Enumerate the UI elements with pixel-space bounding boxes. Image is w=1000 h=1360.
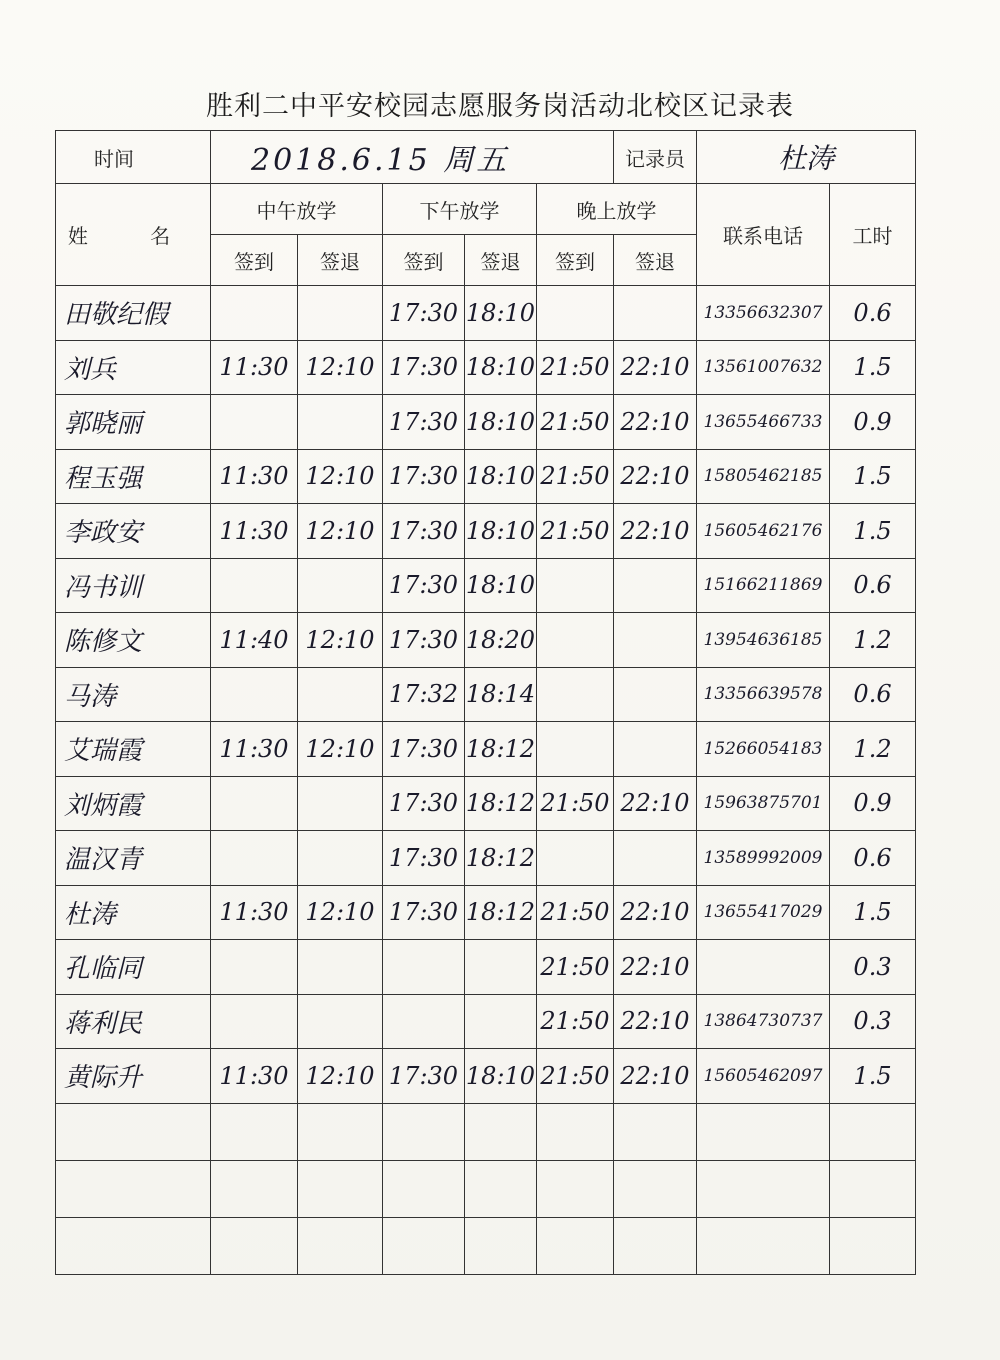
volunteer-name: 孔临同: [56, 940, 211, 995]
work-hours: 1.2: [830, 613, 916, 668]
noon-checkin-time: [211, 667, 298, 722]
noon-checkin-time: [211, 776, 298, 831]
noon-checkin-time: [211, 558, 298, 613]
evening-checkin-time: 21:50: [537, 395, 614, 450]
volunteer-name: 冯书训: [56, 558, 211, 613]
noon-checkin-time: [211, 940, 298, 995]
empty-cell: [56, 1217, 211, 1274]
volunteer-name: 艾瑞霞: [56, 722, 211, 777]
noon-checkin-time: 11:30: [211, 885, 298, 940]
evening-checkout-time: 22:10: [614, 1049, 697, 1104]
afternoon-checkout-time: [465, 940, 537, 995]
empty-row: [56, 1217, 916, 1274]
evening-checkout-time: 22:10: [614, 340, 697, 395]
afternoon-checkout-header: 签退: [465, 235, 537, 286]
empty-cell: [298, 1217, 383, 1274]
recorder-label: 记录员: [614, 131, 697, 184]
afternoon-checkin-time: 17:30: [383, 504, 465, 559]
noon-checkout-header: 签退: [298, 235, 383, 286]
work-hours: 0.9: [830, 776, 916, 831]
afternoon-checkin-time: 17:30: [383, 286, 465, 341]
afternoon-checkout-time: 18:12: [465, 885, 537, 940]
evening-checkout-time: [614, 667, 697, 722]
table-row: [56, 613, 916, 668]
record-table: [55, 130, 916, 1275]
phone-header: 联系电话: [697, 184, 830, 286]
afternoon-checkout-time: 18:12: [465, 776, 537, 831]
phone-number: 13655417029: [697, 885, 830, 940]
time-value: 2018.6.15 周五: [211, 131, 614, 184]
work-hours: 0.6: [830, 558, 916, 613]
noon-checkin-time: [211, 994, 298, 1049]
work-hours: 0.3: [830, 940, 916, 995]
table-row: [56, 286, 916, 341]
noon-checkin-time: 11:30: [211, 449, 298, 504]
afternoon-checkin-time: 17:30: [383, 776, 465, 831]
afternoon-checkout-time: 18:12: [465, 722, 537, 777]
table-row: [56, 449, 916, 504]
phone-number: 15805462185: [697, 449, 830, 504]
afternoon-checkout-time: 18:10: [465, 558, 537, 613]
hours-header: 工时: [830, 184, 916, 286]
afternoon-checkin-time: 17:30: [383, 340, 465, 395]
empty-cell: [697, 1103, 830, 1160]
phone-number: 15266054183: [697, 722, 830, 777]
evening-checkout-time: [614, 558, 697, 613]
afternoon-checkout-time: 18:10: [465, 449, 537, 504]
noon-checkout-time: [298, 940, 383, 995]
empty-cell: [383, 1160, 465, 1217]
afternoon-checkin-time: [383, 994, 465, 1049]
work-hours: 0.6: [830, 286, 916, 341]
empty-cell: [383, 1103, 465, 1160]
phone-number: 13589992009: [697, 831, 830, 886]
empty-cell: [537, 1103, 614, 1160]
afternoon-checkout-time: 18:12: [465, 831, 537, 886]
work-hours: 0.3: [830, 994, 916, 1049]
evening-checkin-time: 21:50: [537, 940, 614, 995]
evening-checkout-time: [614, 286, 697, 341]
afternoon-checkout-time: 18:10: [465, 395, 537, 450]
table-row: [56, 885, 916, 940]
time-label: 时间: [56, 131, 211, 184]
evening-checkout-header: 签退: [614, 235, 697, 286]
afternoon-checkin-time: [383, 940, 465, 995]
empty-cell: [830, 1103, 916, 1160]
volunteer-name: 李政安: [56, 504, 211, 559]
evening-checkout-time: 22:10: [614, 776, 697, 831]
afternoon-checkout-time: 18:10: [465, 504, 537, 559]
volunteer-name: 刘兵: [56, 340, 211, 395]
empty-cell: [56, 1160, 211, 1217]
evening-checkin-time: 21:50: [537, 776, 614, 831]
evening-checkin-time: 21:50: [537, 340, 614, 395]
phone-number: 15963875701: [697, 776, 830, 831]
phone-number: 15605462097: [697, 1049, 830, 1104]
empty-cell: [697, 1160, 830, 1217]
empty-cell: [830, 1160, 916, 1217]
evening-checkin-time: 21:50: [537, 1049, 614, 1104]
empty-cell: [56, 1103, 211, 1160]
phone-number: 13655466733: [697, 395, 830, 450]
afternoon-checkin-time: 17:30: [383, 449, 465, 504]
noon-checkout-time: 12:10: [298, 885, 383, 940]
work-hours: 1.2: [830, 722, 916, 777]
afternoon-checkin-time: 17:30: [383, 558, 465, 613]
empty-cell: [211, 1217, 298, 1274]
afternoon-checkout-time: 18:10: [465, 340, 537, 395]
empty-cell: [211, 1103, 298, 1160]
phone-number: 13561007632: [697, 340, 830, 395]
table-row: [56, 558, 916, 613]
evening-checkin-time: 21:50: [537, 449, 614, 504]
empty-cell: [697, 1217, 830, 1274]
volunteer-name: 黄际升: [56, 1049, 211, 1104]
table-row: [56, 940, 916, 995]
afternoon-checkin-time: 17:30: [383, 395, 465, 450]
empty-cell: [614, 1217, 697, 1274]
phone-number: 13356639578: [697, 667, 830, 722]
noon-header: 中午放学: [211, 184, 383, 235]
phone-number: 15166211869: [697, 558, 830, 613]
noon-checkin-time: [211, 286, 298, 341]
work-hours: 1.5: [830, 340, 916, 395]
table-row: [56, 504, 916, 559]
evening-checkin-header: 签到: [537, 235, 614, 286]
empty-cell: [830, 1217, 916, 1274]
evening-checkin-time: 21:50: [537, 504, 614, 559]
afternoon-checkout-time: 18:10: [465, 286, 537, 341]
evening-checkin-time: [537, 722, 614, 777]
afternoon-checkout-time: 18:10: [465, 1049, 537, 1104]
work-hours: 1.5: [830, 504, 916, 559]
table-row: [56, 831, 916, 886]
volunteer-name: 刘炳霞: [56, 776, 211, 831]
empty-cell: [298, 1160, 383, 1217]
empty-cell: [614, 1160, 697, 1217]
work-hours: 0.6: [830, 831, 916, 886]
evening-checkin-time: [537, 558, 614, 613]
evening-checkin-time: 21:50: [537, 885, 614, 940]
noon-checkout-time: [298, 776, 383, 831]
afternoon-checkin-time: 17:30: [383, 831, 465, 886]
evening-checkin-time: 21:50: [537, 994, 614, 1049]
afternoon-checkout-time: [465, 994, 537, 1049]
afternoon-checkout-time: 18:20: [465, 613, 537, 668]
phone-number: 15605462176: [697, 504, 830, 559]
afternoon-header: 下午放学: [383, 184, 537, 235]
volunteer-name: 郭晓丽: [56, 395, 211, 450]
noon-checkout-time: [298, 994, 383, 1049]
evening-checkout-time: [614, 722, 697, 777]
table-row: [56, 667, 916, 722]
evening-checkout-time: 22:10: [614, 994, 697, 1049]
table-row: [56, 395, 916, 450]
table-row: [56, 340, 916, 395]
empty-cell: [465, 1103, 537, 1160]
volunteer-name: 田敬纪假: [56, 286, 211, 341]
evening-checkout-time: [614, 831, 697, 886]
table-row: [56, 1049, 916, 1104]
noon-checkout-time: 12:10: [298, 722, 383, 777]
name-column-header: 姓 名: [56, 184, 211, 286]
empty-cell: [383, 1217, 465, 1274]
evening-checkin-time: [537, 831, 614, 886]
evening-checkout-time: 22:10: [614, 504, 697, 559]
noon-checkin-time: 11:30: [211, 340, 298, 395]
evening-checkin-time: [537, 286, 614, 341]
evening-checkout-time: 22:10: [614, 395, 697, 450]
empty-cell: [465, 1160, 537, 1217]
noon-checkout-time: [298, 395, 383, 450]
table-row: [56, 994, 916, 1049]
volunteer-name: 温汉青: [56, 831, 211, 886]
noon-checkout-time: 12:10: [298, 504, 383, 559]
volunteer-name: 蒋利民: [56, 994, 211, 1049]
noon-checkin-time: 11:30: [211, 504, 298, 559]
work-hours: 0.6: [830, 667, 916, 722]
volunteer-name: 陈修文: [56, 613, 211, 668]
phone-number: [697, 940, 830, 995]
phone-number: 13356632307: [697, 286, 830, 341]
empty-cell: [298, 1103, 383, 1160]
evening-checkout-time: [614, 613, 697, 668]
noon-checkout-time: [298, 667, 383, 722]
noon-checkin-time: 11:30: [211, 722, 298, 777]
volunteer-name: 杜涛: [56, 885, 211, 940]
work-hours: 1.5: [830, 1049, 916, 1104]
afternoon-checkin-time: 17:30: [383, 613, 465, 668]
noon-checkin-time: [211, 395, 298, 450]
noon-checkout-time: 12:10: [298, 1049, 383, 1104]
afternoon-checkin-time: 17:30: [383, 1049, 465, 1104]
noon-checkout-time: [298, 286, 383, 341]
noon-checkin-time: 11:40: [211, 613, 298, 668]
evening-checkin-time: [537, 667, 614, 722]
empty-cell: [537, 1217, 614, 1274]
evening-checkout-time: 22:10: [614, 449, 697, 504]
phone-number: 13864730737: [697, 994, 830, 1049]
empty-cell: [537, 1160, 614, 1217]
afternoon-checkin-header: 签到: [383, 235, 465, 286]
empty-row: [56, 1160, 916, 1217]
volunteer-name: 程玉强: [56, 449, 211, 504]
noon-checkout-time: 12:10: [298, 340, 383, 395]
evening-header: 晚上放学: [537, 184, 697, 235]
empty-row: [56, 1103, 916, 1160]
noon-checkout-time: [298, 558, 383, 613]
noon-checkin-time: [211, 831, 298, 886]
noon-checkin-header: 签到: [211, 235, 298, 286]
noon-checkout-time: [298, 831, 383, 886]
table-row: [56, 722, 916, 777]
empty-cell: [614, 1103, 697, 1160]
volunteer-name: 马涛: [56, 667, 211, 722]
evening-checkout-time: 22:10: [614, 940, 697, 995]
noon-checkout-time: 12:10: [298, 613, 383, 668]
noon-checkout-time: 12:10: [298, 449, 383, 504]
noon-checkin-time: 11:30: [211, 1049, 298, 1104]
afternoon-checkin-time: 17:30: [383, 722, 465, 777]
evening-checkout-time: 22:10: [614, 885, 697, 940]
empty-cell: [465, 1217, 537, 1274]
afternoon-checkin-time: 17:30: [383, 885, 465, 940]
afternoon-checkin-time: 17:32: [383, 667, 465, 722]
afternoon-checkout-time: 18:14: [465, 667, 537, 722]
table-row: [56, 776, 916, 831]
work-hours: 1.5: [830, 885, 916, 940]
empty-cell: [211, 1160, 298, 1217]
work-hours: 0.9: [830, 395, 916, 450]
recorder-value: 杜涛: [697, 131, 916, 184]
document-title: 胜利二中平安校园志愿服务岗活动北校区记录表: [206, 91, 794, 122]
work-hours: 1.5: [830, 449, 916, 504]
phone-number: 13954636185: [697, 613, 830, 668]
evening-checkin-time: [537, 613, 614, 668]
